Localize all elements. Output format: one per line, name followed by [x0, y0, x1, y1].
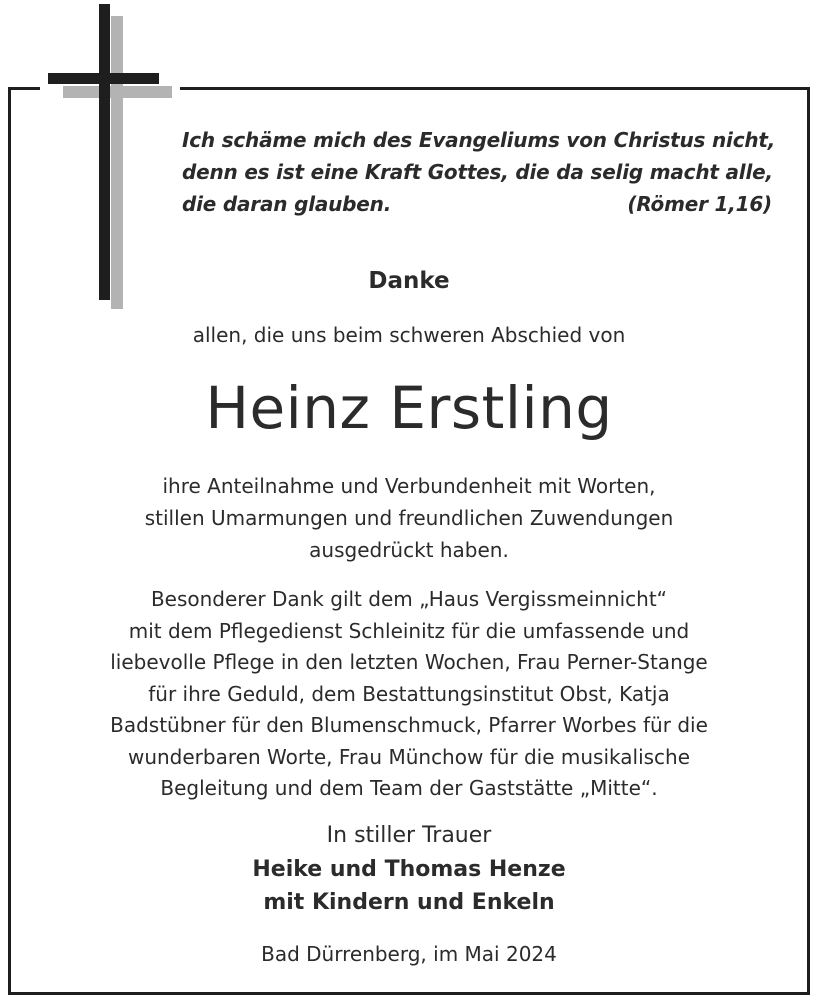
quote-line: Ich schäme mich des Evangeliums von Christus nicht, [182, 128, 776, 152]
cross-front [48, 4, 159, 300]
heading-danke: Danke [368, 268, 450, 294]
quote-last-line [182, 188, 778, 220]
text-line: ihre Anteilnahme und Verbundenheit mit Worten, [162, 474, 656, 498]
text-line: Badstübner für den Blumenschmuck, Pfarrer Worbes für die [110, 713, 708, 737]
intro-text: allen, die uns beim schweren Abschied von [192, 323, 626, 347]
family-line: Heike und Thomas Henze [252, 857, 566, 882]
text-line: wunderbaren Worte, Frau Münchow für die musikalische [127, 744, 691, 769]
thanks-paragraph-1 [20, 470, 798, 566]
deceased-name: Heinz Erstling [205, 374, 613, 442]
quote-reference: (Römer 1,16) [627, 192, 772, 216]
text-line: stillen Umarmungen und freundlichen Zuwendungen [144, 506, 674, 530]
quote-line: denn es ist eine Kraft Gottes, die da selig macht alle, [182, 160, 773, 184]
place-date: Bad Dürrenberg, im Mai 2024 [261, 942, 557, 966]
text-line: mit dem Pflegedienst Schleinitz für die umfassende und [128, 618, 690, 643]
text-line: für ihre Geduld, dem Bestattungsinstitut Obst, Katja [148, 681, 670, 706]
family-signature [20, 853, 798, 919]
family-line: mit Kindern und Enkeln [263, 890, 555, 915]
text-line: liebevolle Pflege in den letzten Wochen, Frau Perner-Stange [110, 650, 708, 674]
mourning-phrase: In stiller Trauer [326, 823, 492, 848]
text-line: ausgedrückt haben. [309, 538, 509, 562]
bible-quote [182, 124, 778, 220]
text-line: Besonderer Dank gilt dem „Haus Vergissmeinnicht“ [150, 587, 668, 611]
quote-line: die daran glauben. [182, 192, 392, 216]
thanks-paragraph-2 [20, 584, 798, 805]
text-line: Begleitung und dem Team der Gaststätte „Mitte“. [160, 776, 658, 800]
